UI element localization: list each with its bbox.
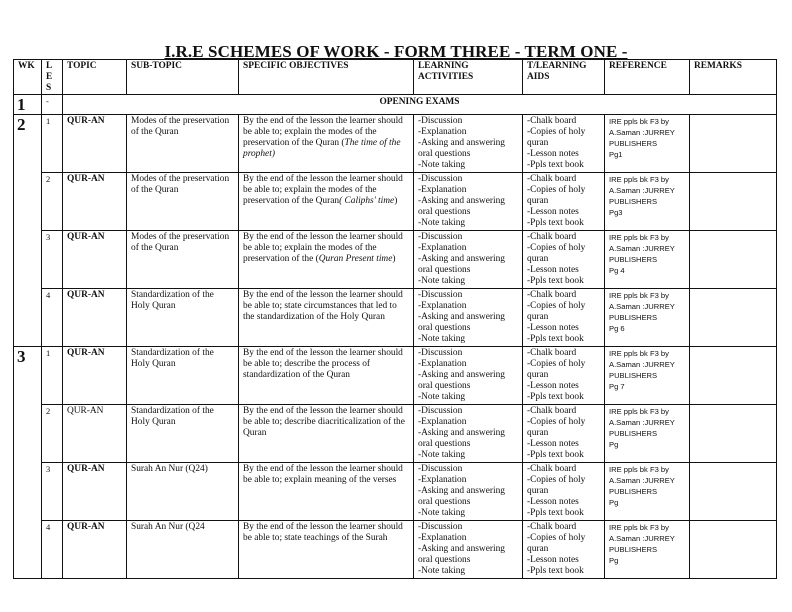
header-remarks: REMARKS: [690, 60, 777, 95]
table-row: [14, 289, 777, 347]
topic-cell: QUR-AN: [63, 173, 127, 231]
aids-cell: -Chalk board -Copies of holy quran -Lesson notes -Ppls text book: [523, 115, 605, 173]
header-objectives: SPECIFIC OBJECTIVES: [239, 60, 414, 95]
header-wk: WK: [14, 60, 42, 95]
reference-cell: IRE ppls bk F3 by A.Saman :JURREY PUBLISHERS Pg1: [605, 115, 690, 173]
table-row: [14, 115, 777, 173]
activities-cell: -Discussion -Explanation -Asking and answering oral questions -Note taking: [414, 405, 523, 463]
header-les: L E S: [42, 60, 63, 95]
week-number: 2: [14, 115, 42, 347]
topic-cell: QUR-AN: [63, 521, 127, 579]
reference-cell: IRE ppls bk F3 by A.Saman :JURREY PUBLISHERS Pg: [605, 521, 690, 579]
header-topic: TOPIC: [63, 60, 127, 95]
reference-cell: IRE ppls bk F3 by A.Saman :JURREY PUBLISHERS Pg 4: [605, 231, 690, 289]
remarks-cell: [690, 289, 777, 347]
subtopic-cell: Standardization of the Holy Quran: [127, 405, 239, 463]
topic-cell: QUR-AN: [63, 115, 127, 173]
remarks-cell: [690, 347, 777, 405]
aids-cell: -Chalk board -Copies of holy quran -Lesson notes -Ppls text book: [523, 405, 605, 463]
subtopic-cell: Standardization of the Holy Quran: [127, 289, 239, 347]
objective-cell: By the end of the lesson the learner should be able to; state teachings of the Surah: [239, 521, 414, 579]
table-row: [14, 405, 777, 463]
topic-cell: QUR-AN: [63, 289, 127, 347]
activities-cell: -Discussion -Explanation -Asking and answering oral questions -Note taking: [414, 463, 523, 521]
aids-cell: -Chalk board -Copies of holy quran -Lesson notes -Ppls text book: [523, 521, 605, 579]
lesson-number: 3: [42, 463, 63, 521]
table-row: [14, 231, 777, 289]
header-reference: REFERENCE: [605, 60, 690, 95]
lesson-number: 1: [42, 115, 63, 173]
subtopic-cell: Surah An Nur (Q24: [127, 521, 239, 579]
subtopic-cell: Modes of the preservation of the Quran: [127, 173, 239, 231]
aids-cell: -Chalk board -Copies of holy quran -Lesson notes -Ppls text book: [523, 289, 605, 347]
activities-cell: -Discussion -Explanation -Asking and answering oral questions -Note taking: [414, 231, 523, 289]
lesson-number: -: [42, 95, 63, 115]
header-row: [14, 60, 777, 95]
activities-cell: -Discussion -Explanation -Asking and answering oral questions -Note taking: [414, 289, 523, 347]
lesson-number: 4: [42, 289, 63, 347]
document-title: I.R.E SCHEMES OF WORK - FORM THREE - TERM ONE -: [164, 42, 628, 61]
week-1-row: [14, 95, 777, 115]
topic-cell: QUR-AN: [63, 463, 127, 521]
remarks-cell: [690, 463, 777, 521]
remarks-cell: [690, 405, 777, 463]
lesson-number: 2: [42, 173, 63, 231]
header-aids: T/LEARNING AIDS: [523, 60, 605, 95]
remarks-cell: [690, 173, 777, 231]
lesson-number: 1: [42, 347, 63, 405]
opening-exams-label: OPENING EXAMS: [63, 95, 777, 115]
table-row: [14, 463, 777, 521]
table-row: [14, 173, 777, 231]
reference-cell: IRE ppls bk F3 by A.Saman :JURREY PUBLISHERS Pg3: [605, 173, 690, 231]
aids-cell: -Chalk board -Copies of holy quran -Lesson notes -Ppls text book: [523, 463, 605, 521]
topic-cell: QUR-AN: [63, 231, 127, 289]
activities-cell: -Discussion -Explanation -Asking and answering oral questions -Note taking: [414, 347, 523, 405]
lesson-number: 3: [42, 231, 63, 289]
week-number: 3: [14, 347, 42, 579]
header-subtopic: SUB-TOPIC: [127, 60, 239, 95]
objective-cell: By the end of the lesson the learner should be able to; explain the modes of the preservation of the Quran( Caliphs' time): [239, 173, 414, 231]
remarks-cell: [690, 521, 777, 579]
reference-cell: IRE ppls bk F3 by A.Saman :JURREY PUBLISHERS Pg: [605, 405, 690, 463]
lesson-number: 2: [42, 405, 63, 463]
objective-cell: By the end of the lesson the learner should be able to; explain meaning of the verses: [239, 463, 414, 521]
subtopic-cell: Modes of the preservation of the Quran: [127, 231, 239, 289]
aids-cell: -Chalk board -Copies of holy quran -Lesson notes -Ppls text book: [523, 173, 605, 231]
topic-cell: QUR-AN: [63, 347, 127, 405]
aids-cell: -Chalk board -Copies of holy quran -Lesson notes -Ppls text book: [523, 231, 605, 289]
activities-cell: -Discussion -Explanation -Asking and answering oral questions -Note taking: [414, 173, 523, 231]
aids-cell: -Chalk board -Copies of holy quran -Lesson notes -Ppls text book: [523, 347, 605, 405]
remarks-cell: [690, 115, 777, 173]
week-number: 1: [14, 95, 42, 115]
objective-cell: By the end of the lesson the learner should be able to; explain the modes of the preservation of the (Quran Present time): [239, 231, 414, 289]
objective-cell: By the end of the lesson the learner should be able to; describe diacriticalization of the Quran: [239, 405, 414, 463]
table-row: [14, 347, 777, 405]
reference-cell: IRE ppls bk F3 by A.Saman :JURREY PUBLISHERS Pg 7: [605, 347, 690, 405]
lesson-number: 4: [42, 521, 63, 579]
topic-cell: QUR-AN: [63, 405, 127, 463]
schemes-table: [13, 59, 777, 579]
table-row: [14, 521, 777, 579]
reference-cell: IRE ppls bk F3 by A.Saman :JURREY PUBLISHERS Pg: [605, 463, 690, 521]
activities-cell: -Discussion -Explanation -Asking and answering oral questions -Note taking: [414, 521, 523, 579]
subtopic-cell: Modes of the preservation of the Quran: [127, 115, 239, 173]
remarks-cell: [690, 231, 777, 289]
objective-cell: By the end of the lesson the learner should be able to; state circumstances that led to the standardization of the Holy Quran: [239, 289, 414, 347]
reference-cell: IRE ppls bk F3 by A.Saman :JURREY PUBLISHERS Pg 6: [605, 289, 690, 347]
activities-cell: -Discussion -Explanation -Asking and answering oral questions -Note taking: [414, 115, 523, 173]
subtopic-cell: Standardization of the Holy Quran: [127, 347, 239, 405]
header-activities: LEARNING ACTIVITIES: [414, 60, 523, 95]
objective-cell: By the end of the lesson the learner should be able to; describe the process of standardization of the Quran: [239, 347, 414, 405]
subtopic-cell: Surah An Nur (Q24): [127, 463, 239, 521]
objective-cell: By the end of the lesson the learner should be able to; explain the modes of the preservation of the Quran (The time of the prophet): [239, 115, 414, 173]
